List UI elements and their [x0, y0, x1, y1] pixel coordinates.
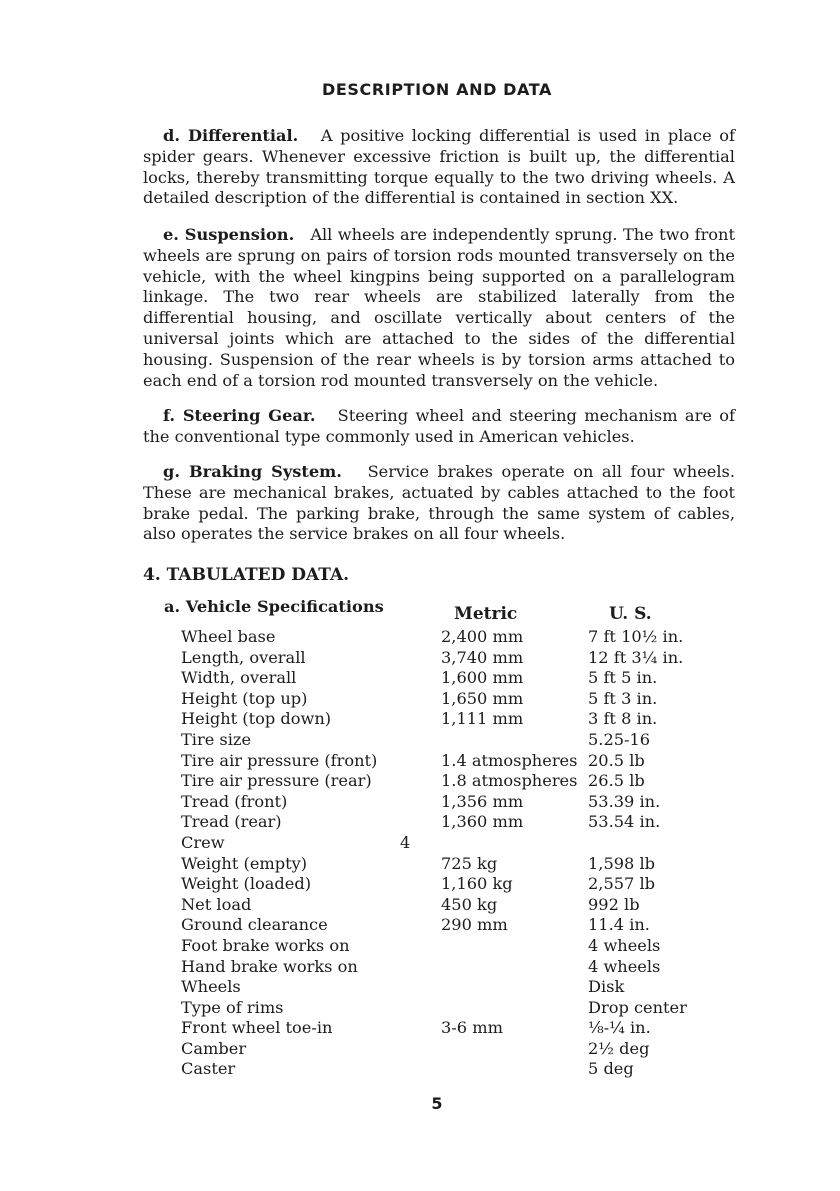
- spec-name: Caster: [181, 1059, 236, 1079]
- spec-metric-value: 1,360 mm: [441, 812, 524, 832]
- page-header: DESCRIPTION AND DATA: [321, 80, 552, 99]
- spec-name: Wheels: [181, 977, 241, 997]
- table-row: [181, 627, 741, 648]
- spec-us-value: 5 ft 5 in.: [588, 668, 658, 688]
- paragraph-label: g. Braking System.: [163, 462, 342, 481]
- spec-us-value: 4 wheels: [588, 956, 661, 976]
- table-row: [181, 1039, 741, 1060]
- spec-metric-value: 1.4 atmospheres: [441, 750, 578, 770]
- spec-name: Weight (empty): [181, 853, 308, 873]
- spec-name: Net load: [181, 894, 252, 914]
- spec-name: Tread (front): [181, 791, 288, 811]
- spec-name: Ground clearance: [181, 915, 328, 935]
- page-number: 5: [431, 1094, 443, 1113]
- spec-name: Tire air pressure (front): [181, 750, 378, 770]
- spec-name: Tread (rear): [181, 812, 282, 832]
- spec-metric-value: 1,356 mm: [441, 791, 524, 811]
- spec-us-value: 26.5 lb: [588, 771, 645, 791]
- spec-us-value: ⅛-¼ in.: [588, 1018, 651, 1038]
- spec-name: Hand brake works on: [181, 956, 358, 976]
- table-row: [181, 1018, 741, 1039]
- table-row: [181, 751, 741, 772]
- spec-us-value: 5.25-16: [588, 729, 651, 749]
- paragraph-label: d. Differential.: [163, 126, 299, 145]
- paragraph-text: All wheels are independently sprung. The two front wheels are sprung on pairs of torsion rods mounted transversely on the vehicle, with the wheel kingpins being supported on a parallelogram linkage. The two rear wheels are stabilized laterally from the differential housing, and oscillate vertically about centers of the universal joints which are attached to the sides of the differential housing. Suspension of the rear wheels is by torsion arms attached to each end of a torsion rod mounted transversely on the vehicle.: [143, 225, 735, 390]
- spec-name: Weight (loaded): [181, 874, 312, 894]
- spec-metric-value: 1,111 mm: [441, 709, 524, 729]
- paragraph-text: A positive locking differential is used in place of spider gears. Whenever excessive friction is built up, the differential locks, thereby transmitting torque equally to the two driving wheels. A detailed description of the differential is contained in section XX.: [143, 126, 735, 208]
- paragraph-suspension: [143, 225, 735, 391]
- spec-metric-value: 290 mm: [441, 915, 508, 935]
- spec-metric-value: 1,600 mm: [441, 668, 524, 688]
- table-row: [181, 915, 741, 936]
- spec-us-value: 53.54 in.: [588, 812, 661, 832]
- spec-metric-value: 3,740 mm: [441, 647, 524, 667]
- table-row: [181, 1059, 741, 1080]
- table-row: [181, 998, 741, 1019]
- spec-us-value: 4 wheels: [588, 935, 661, 955]
- table-row: [181, 689, 741, 710]
- spec-metric-value: 3-6 mm: [441, 1018, 503, 1038]
- subsection-heading: a. Vehicle Specifications: [164, 597, 384, 616]
- spec-name: Crew: [181, 832, 225, 852]
- paragraph-text: Steering wheel and steering mechanism are of the conventional type commonly used in American vehicles.: [143, 406, 735, 446]
- spec-us-value: 53.39 in.: [588, 791, 661, 811]
- vehicle-specifications-table: [181, 627, 741, 1080]
- spec-us-value: 5 deg: [588, 1059, 634, 1079]
- spec-name: Width, overall: [181, 668, 297, 688]
- spec-name: Height (top up): [181, 688, 308, 708]
- spec-us-value: 12 ft 3¼ in.: [588, 647, 684, 667]
- paragraph-label: f. Steering Gear.: [163, 406, 316, 425]
- column-header-us: U. S.: [609, 604, 652, 624]
- spec-name: Height (top down): [181, 709, 332, 729]
- spec-name: Tire air pressure (rear): [181, 771, 372, 791]
- spec-us-value: 3 ft 8 in.: [588, 709, 658, 729]
- spec-us-value: Disk: [588, 977, 625, 997]
- spec-us-value: 2½ deg: [588, 1038, 650, 1058]
- table-row: [181, 730, 741, 751]
- column-header-metric: Metric: [454, 604, 518, 624]
- table-row: [181, 668, 741, 689]
- spec-name: Wheel base: [181, 627, 276, 646]
- spec-metric-value: 725 kg: [441, 853, 498, 873]
- spec-crew-value: 4: [400, 832, 411, 852]
- spec-name: Tire size: [181, 729, 252, 749]
- paragraph-label: e. Suspension.: [163, 225, 295, 244]
- spec-metric-value: 1,160 kg: [441, 874, 513, 894]
- spec-metric-value: 450 kg: [441, 894, 498, 914]
- table-row: [181, 792, 741, 813]
- spec-us-value: 1,598 lb: [588, 853, 656, 873]
- table-row: [181, 874, 741, 895]
- spec-metric-value: 1.8 atmospheres: [441, 771, 578, 791]
- paragraph-text: Service brakes operate on all four wheels. These are mechanical brakes, actuated by cables attached to the foot brake pedal. The parking brake, through the same system of cables, also operates the service brakes on all four wheels.: [143, 462, 735, 544]
- table-row: [181, 854, 741, 875]
- table-row: [181, 648, 741, 669]
- spec-name: Foot brake works on: [181, 935, 350, 955]
- paragraph-steering-gear: [143, 406, 735, 448]
- spec-metric-value: 2,400 mm: [441, 627, 524, 646]
- paragraph-differential: [143, 126, 735, 209]
- table-row: [181, 812, 741, 833]
- spec-metric-value: 1,650 mm: [441, 688, 524, 708]
- spec-us-value: 7 ft 10½ in.: [588, 627, 684, 646]
- spec-name: Front wheel toe-in: [181, 1018, 333, 1038]
- spec-us-value: 992 lb: [588, 894, 640, 914]
- spec-name: Type of rims: [181, 997, 284, 1017]
- section-heading: 4. TABULATED DATA.: [143, 565, 350, 585]
- table-row: [181, 957, 741, 978]
- spec-us-value: 2,557 lb: [588, 874, 656, 894]
- spec-name: Camber: [181, 1038, 247, 1058]
- table-row: [181, 895, 741, 916]
- table-row: [181, 977, 741, 998]
- spec-us-value: 20.5 lb: [588, 750, 645, 770]
- spec-name: Length, overall: [181, 647, 306, 667]
- paragraph-braking-system: [143, 462, 735, 545]
- table-row: [181, 771, 741, 792]
- table-row: [181, 709, 741, 730]
- table-row: [181, 833, 741, 854]
- spec-us-value: Drop center: [588, 997, 687, 1017]
- spec-us-value: 11.4 in.: [588, 915, 650, 935]
- table-row: [181, 936, 741, 957]
- spec-us-value: 5 ft 3 in.: [588, 688, 658, 708]
